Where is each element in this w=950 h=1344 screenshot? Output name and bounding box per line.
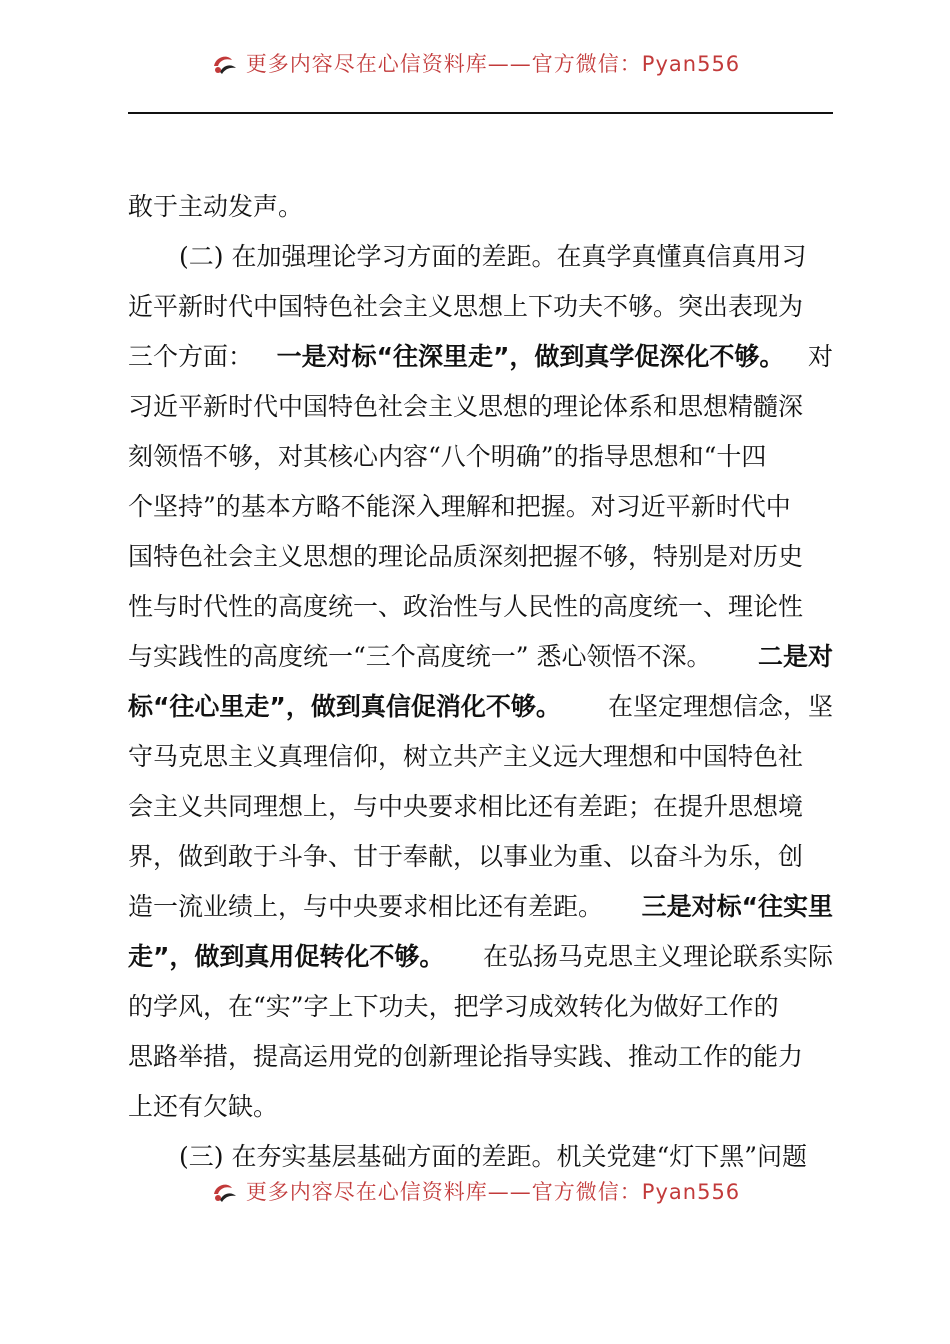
text-line: 思路举措，提高运用党的创新理论指导实践、推动工作的能力 xyxy=(128,1042,804,1071)
logo-icon xyxy=(210,1180,238,1204)
text-line: 国特色社会主义思想的理论品质深刻把握不够，特别是对历史 xyxy=(128,542,804,571)
bold-point-1: 一是对标“往深里走”，做到真学促深化不够。 xyxy=(276,342,785,371)
text-line: 标“往心里走”，做到真信促消化不够。 在坚定理想信念，坚 xyxy=(128,682,833,732)
bold-point-2: 二是对 xyxy=(757,642,833,671)
text-line: 走”，做到真用促转化不够。 在弘扬马克思主义理论联系实际 xyxy=(128,932,833,982)
document-body xyxy=(128,182,833,1182)
text-line: 守马克思主义真理信仰，树立共产主义远大理想和中国特色社 xyxy=(128,742,804,771)
text-line: (三) 在夯实基层基础方面的差距。机关党建“灯下黑”问题 xyxy=(179,1142,808,1171)
bold-point-3: 三是对标“往实里 xyxy=(641,892,833,921)
header-watermark xyxy=(0,50,950,94)
text-line: 造一流业绩上，与中央要求相比还有差距。 三是对标“往实里 xyxy=(128,882,833,932)
text-line: 上还有欠缺。 xyxy=(128,1092,279,1121)
text-line: 会主义共同理想上，与中央要求相比还有差距；在提升思想境 xyxy=(128,792,804,821)
header-rule xyxy=(128,112,833,114)
text-line: 敢于主动发声。 xyxy=(128,192,304,221)
text-line: (二) 在加强理论学习方面的差距。在真学真懂真信真用习 xyxy=(179,242,807,271)
text-line: 界，做到敢于斗争、甘于奉献，以事业为重、以奋斗为乐，创 xyxy=(128,842,804,871)
logo-icon xyxy=(210,52,238,76)
text-line: 性与时代性的高度统一、政治性与人民性的高度统一、理论性 xyxy=(128,592,804,621)
text-line: 三个方面： 一是对标“往深里走”，做到真学促深化不够。 对 xyxy=(128,332,833,382)
text-line: 习近平新时代中国特色社会主义思想的理论体系和思想精髓深 xyxy=(128,392,804,421)
watermark-text: 更多内容尽在心信资料库——官方微信：Pyan556 xyxy=(245,52,741,76)
text-line: 与实践性的高度统一“三个高度统一” 悉心领悟不深。 二是对 xyxy=(128,632,833,682)
footer-watermark xyxy=(0,1180,950,1220)
text-line: 近平新时代中国特色社会主义思想上下功夫不够。突出表现为 xyxy=(128,292,804,321)
text-line: 的学风，在“实”字上下功夫，把学习成效转化为做好工作的 xyxy=(128,992,779,1021)
watermark-text: 更多内容尽在心信资料库——官方微信：Pyan556 xyxy=(245,1180,741,1204)
bold-point-2-cont: 标“往心里走”，做到真信促消化不够。 xyxy=(128,692,561,721)
text-line: 刻领悟不够，对其核心内容“八个明确”的指导思想和“十四 xyxy=(128,442,767,471)
bold-point-3-cont: 走”，做到真用促转化不够。 xyxy=(128,942,445,971)
text-line: 个坚持”的基本方略不能深入理解和把握。对习近平新时代中 xyxy=(128,492,791,521)
